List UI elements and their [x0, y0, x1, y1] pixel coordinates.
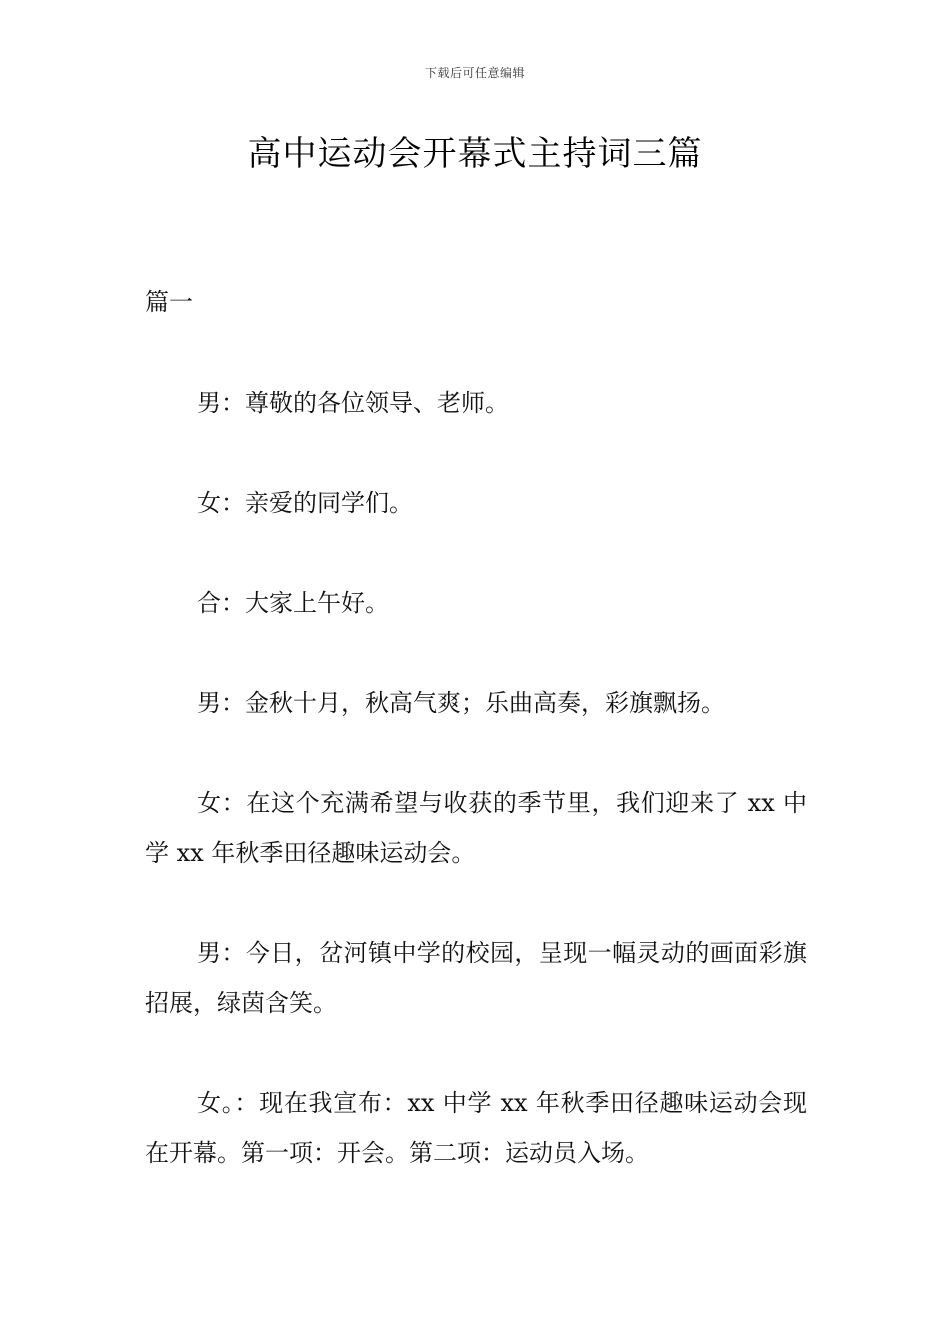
speaker-label: 合： — [197, 589, 245, 617]
paragraph — [145, 928, 807, 1028]
paragraph — [145, 578, 807, 628]
speaker-label: 女： — [197, 789, 247, 817]
speaker-label: 女： — [197, 489, 245, 517]
paragraph-text: 现在我宣布：xx 中学 xx 年秋季田径趣味运动会现在开幕。第一项：开会。第二项：运动员入场。 — [145, 1089, 807, 1167]
header-note: 下载后可任意编辑 — [424, 66, 525, 80]
paragraph-text: 尊敬的各位领导、老师。 — [245, 389, 509, 417]
speaker-label: 男： — [197, 939, 246, 967]
paragraph — [145, 678, 807, 728]
speaker-label: 女。： — [197, 1089, 260, 1117]
paragraph-text: 大家上午好。 — [245, 589, 389, 617]
paragraph-text: 亲爱的同学们。 — [245, 489, 413, 517]
paragraph — [145, 378, 807, 428]
paragraph — [145, 778, 807, 878]
document-body — [145, 378, 807, 1228]
paragraph-text: 今日，岔河镇中学的校园，呈现一幅灵动的画面彩旗招展，绿茵含笑。 — [145, 939, 808, 1017]
paragraph-text: 在这个充满希望与收获的季节里，我们迎来了 xx 中学 xx 年秋季田径趣味运动会。 — [145, 789, 808, 867]
paragraph — [145, 1078, 807, 1178]
section-label: 篇一 — [145, 288, 193, 316]
paragraph-text: 金秋十月，秋高气爽；乐曲高奏，彩旗飘扬。 — [245, 689, 725, 717]
speaker-label: 男： — [197, 389, 245, 417]
speaker-label: 男： — [197, 689, 245, 717]
document-title: 高中运动会开幕式主持词三篇 — [247, 134, 703, 174]
paragraph — [145, 478, 807, 528]
